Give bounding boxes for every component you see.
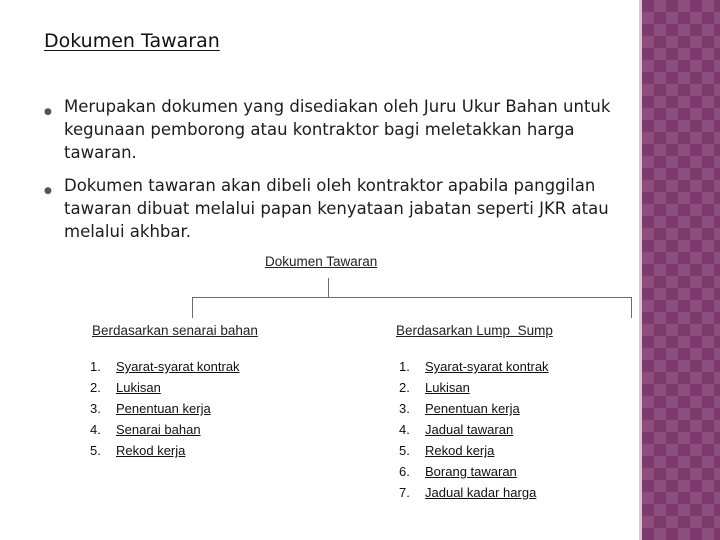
branch-connector [192, 297, 632, 298]
list-item: 1. Syarat-syarat kontrak [90, 359, 240, 374]
list-item: 2. Lukisan [90, 380, 161, 395]
list-item: 2. Lukisan [399, 380, 470, 395]
list-item: 4. Senarai bahan [90, 422, 201, 437]
list-item: 5. Rekod kerja [399, 443, 495, 458]
list-item: 4. Jadual tawaran [399, 422, 514, 437]
slide-title: Dokumen Tawaran [44, 30, 220, 52]
list-item: 6. Borang tawaran [399, 464, 517, 479]
bullet-text: Dokumen tawaran akan dibeli oleh kontraktor apabila panggilan tawaran dibuat melalui papan kenyataan jabatan seperti JKR atau melalui akhbar. [64, 176, 609, 241]
bullet-text: Merupakan dokumen yang disediakan oleh Juru Ukur Bahan untuk kegunaan pemborong atau kontraktor bagi meletakkan harga tawaran. [64, 97, 611, 162]
list-item: 1. Syarat-syarat kontrak [399, 359, 549, 374]
bullet-item [44, 95, 619, 164]
bullet-icon: ● [44, 107, 52, 117]
right-document-list [399, 356, 549, 503]
diagram-root-label: Dokumen Tawaran [265, 254, 378, 269]
right-column-heading: Berdasarkan Lump Sump [396, 323, 553, 338]
list-item: 5. Rekod kerja [90, 443, 186, 458]
bullet-icon: ● [44, 186, 52, 196]
left-branch-connector [192, 297, 193, 318]
right-branch-connector [631, 297, 632, 318]
left-column-heading: Berdasarkan senarai bahan [92, 323, 258, 338]
list-item: 7. Jadual kadar harga [399, 485, 537, 500]
root-connector [328, 278, 329, 297]
list-item: 3. Penentuan kerja [90, 401, 211, 416]
left-document-list [90, 356, 240, 461]
list-item: 3. Penentuan kerja [399, 401, 520, 416]
decorative-side-band [642, 0, 720, 540]
bullet-list [44, 95, 619, 253]
bullet-item [44, 174, 619, 243]
